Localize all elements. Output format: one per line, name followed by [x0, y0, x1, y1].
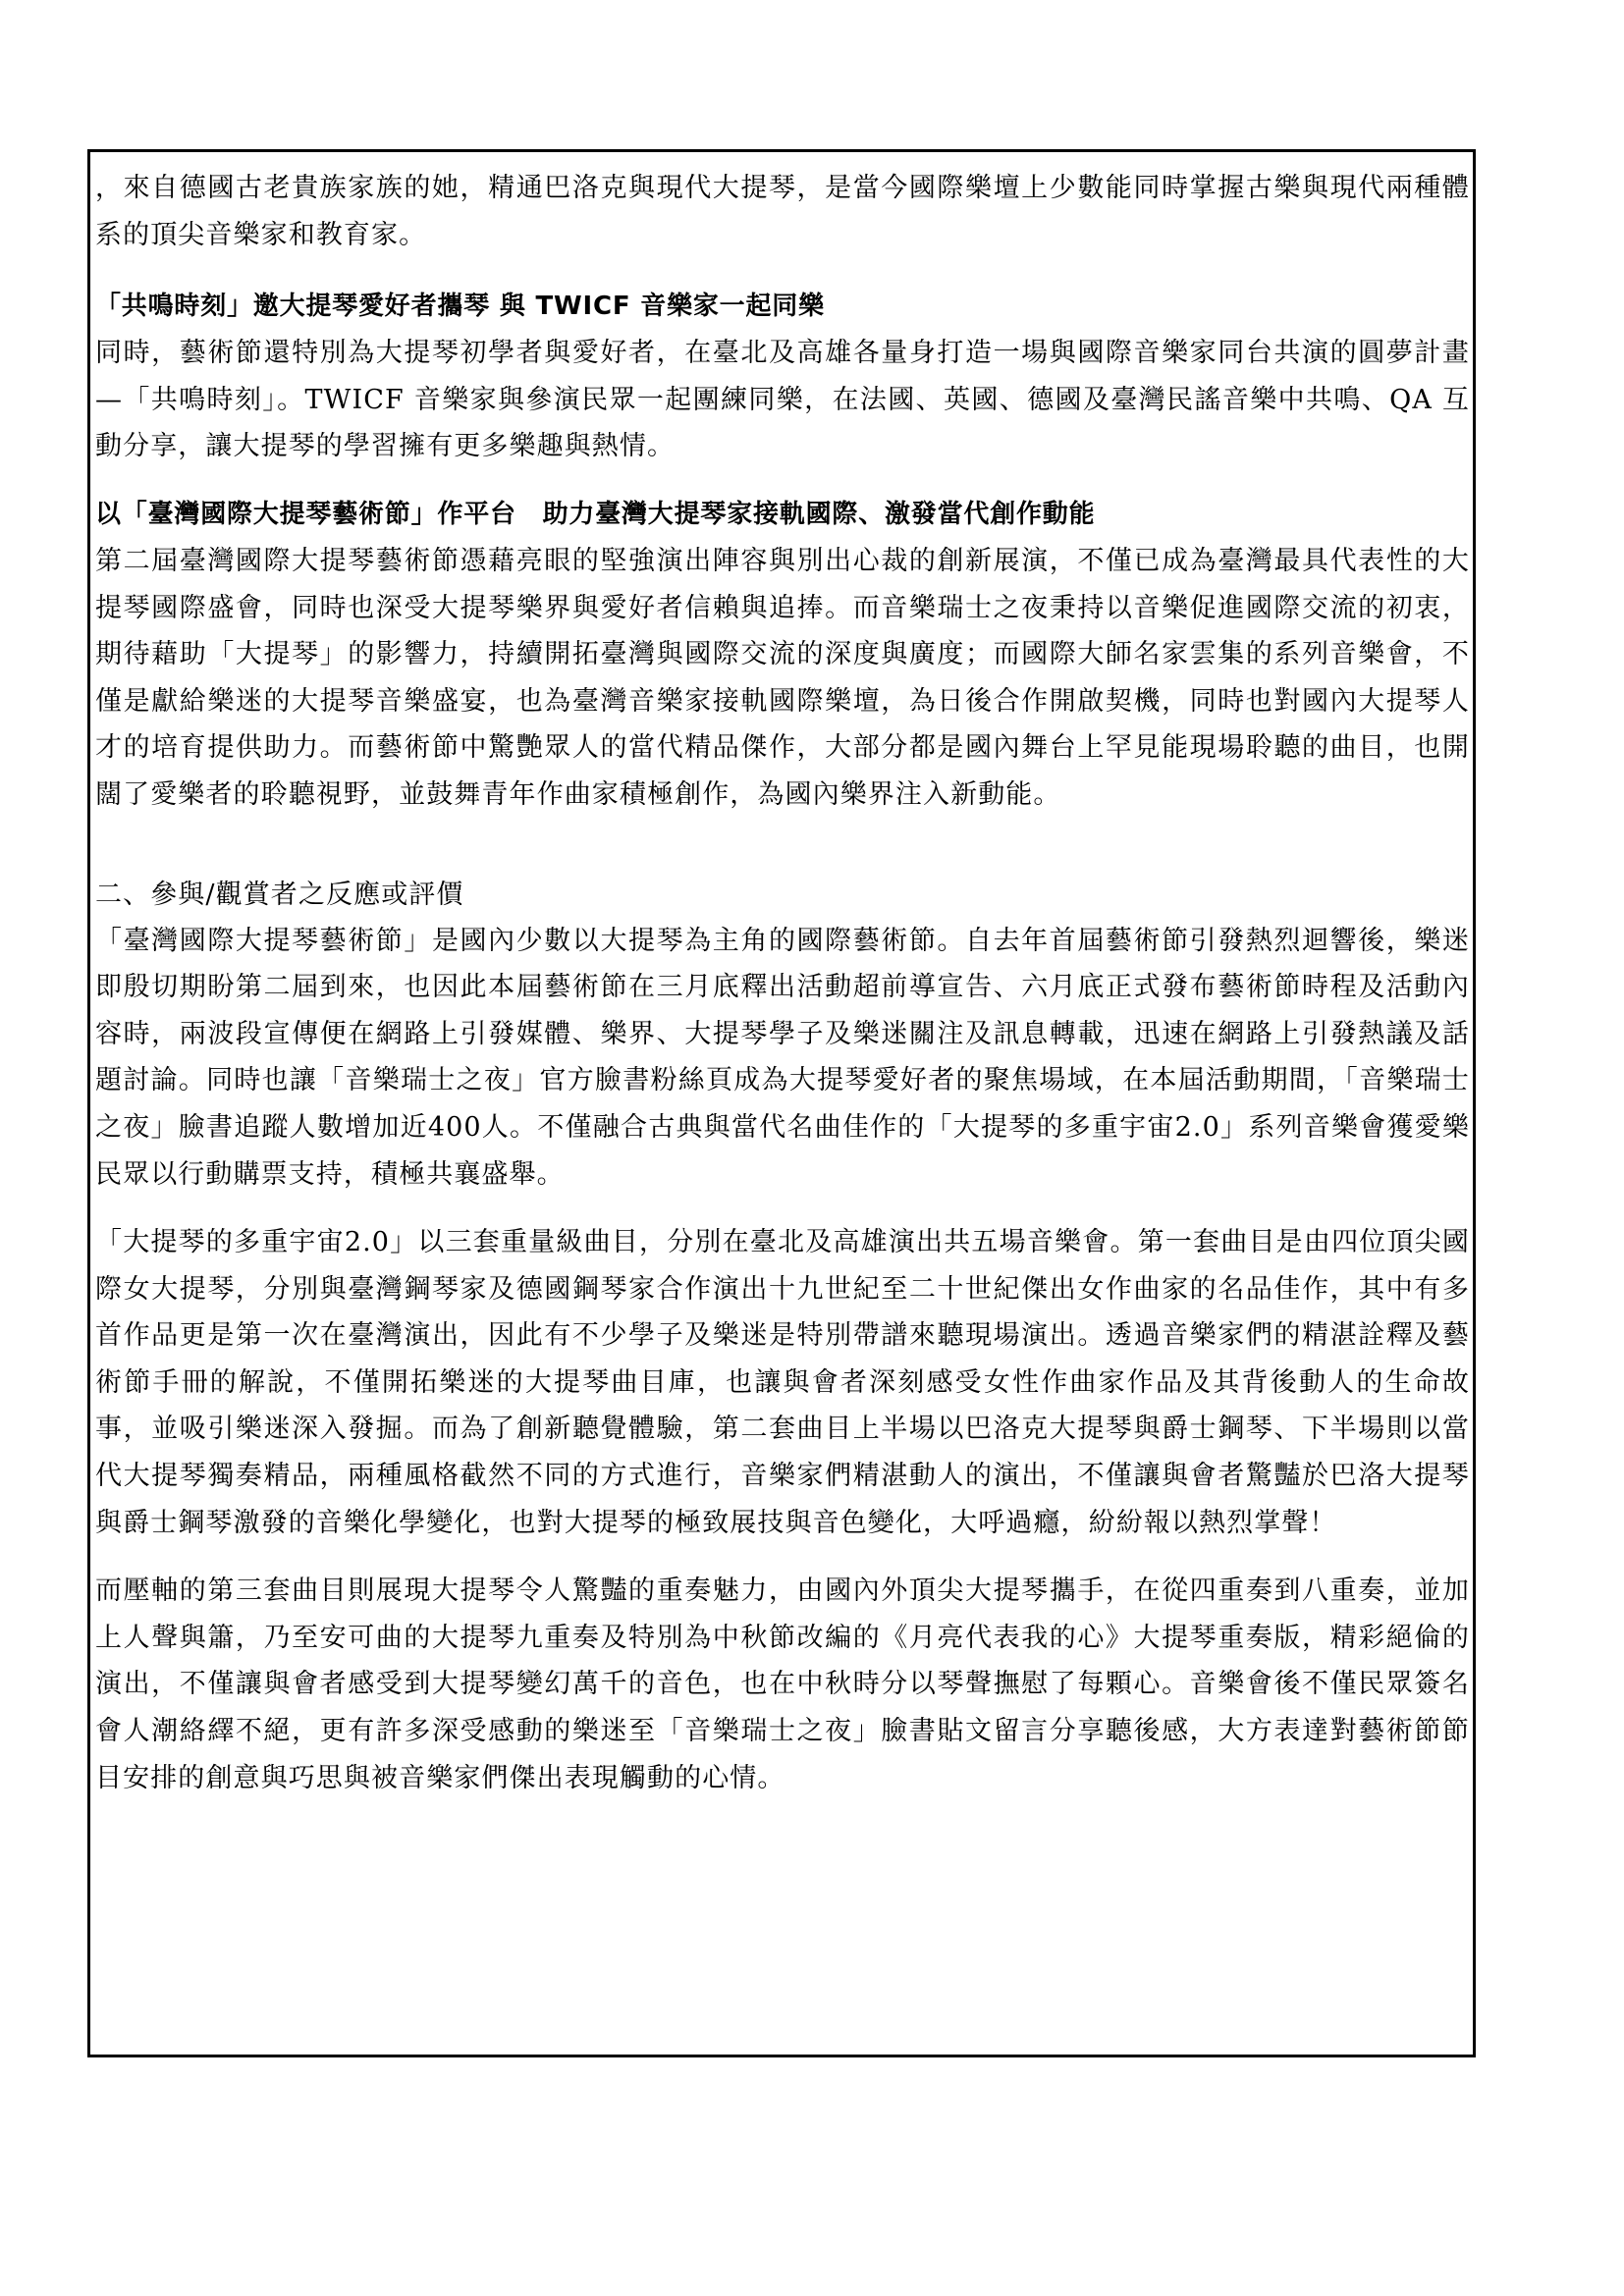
platform-paragraph: 第二屆臺灣國際大提琴藝術節憑藉亮眼的堅強演出陣容與別出心裁的創新展演，不僅已成為臺灣最具代表性的大提琴國際盛會，同時也深受大提琴樂界與愛好者信賴與追捧。而音樂瑞士之夜秉持以音樂促進國際交流的初衷，期待藉助「大提琴」的影響力，持續開拓臺灣與國際交流的深度與廣度；而國際大師名家雲集的系列音樂會，不僅是獻給樂迷的大提琴音樂盛宴，也為臺灣音樂家接軌國際樂壇，為日後合作開啟契機，同時也對國內大提琴人才的培育提供助力。而藝術節中驚艷眾人的當代精品傑作，大部分都是國內舞台上罕見能現場聆聽的曲目，也開闊了愛樂者的聆聽視野，並鼓舞青年作曲家積極創作，為國內樂界注入新動能。 [95, 545, 1470, 810]
document-body [95, 165, 1470, 1801]
audience-paragraph-1: 「臺灣國際大提琴藝術節」是國內少數以大提琴為主角的國際藝術節。自去年首屆藝術節引發熱烈迴響後，樂迷即殷切期盼第二屆到來，也因此本屆藝術節在三月底釋出活動超前導宣告、六月底正式發布藝術節時程及活動內容時，兩波段宣傳便在網路上引發媒體、樂界、大提琴學子及樂迷關注及訊息轉載，迅速在網路上引發熱議及話題討論。同時也讓「音樂瑞士之夜」官方臉書粉絲頁成為大提琴愛好者的聚焦場域，在本屆活動期間，「音樂瑞士之夜」臉書追蹤人數增加近400人。不僅融合古典與當代名曲佳作的「大提琴的多重宇宙2.0」系列音樂會獲愛樂民眾以行動購票支持，積極共襄盛舉。 [95, 925, 1470, 1190]
resonance-paragraph: 同時，藝術節還特別為大提琴初學者與愛好者，在臺北及高雄各量身打造一場與國際音樂家同台共演的圓夢計畫—「共鳴時刻」。TWICF 音樂家與參演民眾一起團練同樂，在法國、英國、德國及臺灣民謠音樂中共鳴、QA 互動分享，讓大提琴的學習擁有更多樂趣與熱情。 [95, 338, 1470, 462]
subheading-resonance-moment: 「共鳴時刻」邀大提琴愛好者攜琴 與 TWICF 音樂家一起同樂 [95, 292, 825, 322]
intro-paragraph: ，來自德國古老貴族家族的她，精通巴洛克與現代大提琴，是當今國際樂壇上少數能同時掌握古樂與現代兩種體系的頂尖音樂家和教育家。 [95, 173, 1470, 250]
audience-paragraph-2: 「大提琴的多重宇宙2.0」以三套重量級曲目，分別在臺北及高雄演出共五場音樂會。第一套曲目是由四位頂尖國際女大提琴，分別與臺灣鋼琴家及德國鋼琴家合作演出十九世紀至二十世紀傑出女作曲家的名品佳作，其中有多首作品更是第一次在臺灣演出，因此有不少學子及樂迷是特別帶譜來聽現場演出。透過音樂家們的精湛詮釋及藝術節手冊的解說，不僅開拓樂迷的大提琴曲目庫，也讓與會者深刻感受女性作曲家作品及其背後動人的生命故事，並吸引樂迷深入發掘。而為了創新聽覺體驗，第二套曲目上半場以巴洛克大提琴與爵士鋼琴、下半場則以當代大提琴獨奏精品，兩種風格截然不同的方式進行，音樂家們精湛動人的演出，不僅讓與會者驚豔於巴洛大提琴與爵士鋼琴激發的音樂化學變化，也對大提琴的極致展技與音色變化，大呼過癮，紛紛報以熱烈掌聲！ [95, 1227, 1470, 1538]
audience-paragraph-3: 而壓軸的第三套曲目則展現大提琴令人驚豔的重奏魅力，由國內外頂尖大提琴攜手，在從四重奏到八重奏，並加上人聲與簫，乃至安可曲的大提琴九重奏及特別為中秋節改編的《月亮代表我的心》大提琴重奏版，精彩絕倫的演出，不僅讓與會者感受到大提琴變幻萬千的音色，也在中秋時分以琴聲撫慰了每顆心。音樂會後不僅民眾簽名會人潮絡繹不絕，更有許多深受感動的樂迷至「音樂瑞士之夜」臉書貼文留言分享聽後感，大方表達對藝術節節目安排的創意與巧思與被音樂家們傑出表現觸動的心情。 [95, 1575, 1470, 1793]
section-title-audience-response: 二、參與/觀賞者之反應或評價 [95, 879, 464, 910]
subheading-platform: 以「臺灣國際大提琴藝術節」作平台 助力臺灣大提琴家接軌國際、激發當代創作動能 [95, 499, 1096, 529]
